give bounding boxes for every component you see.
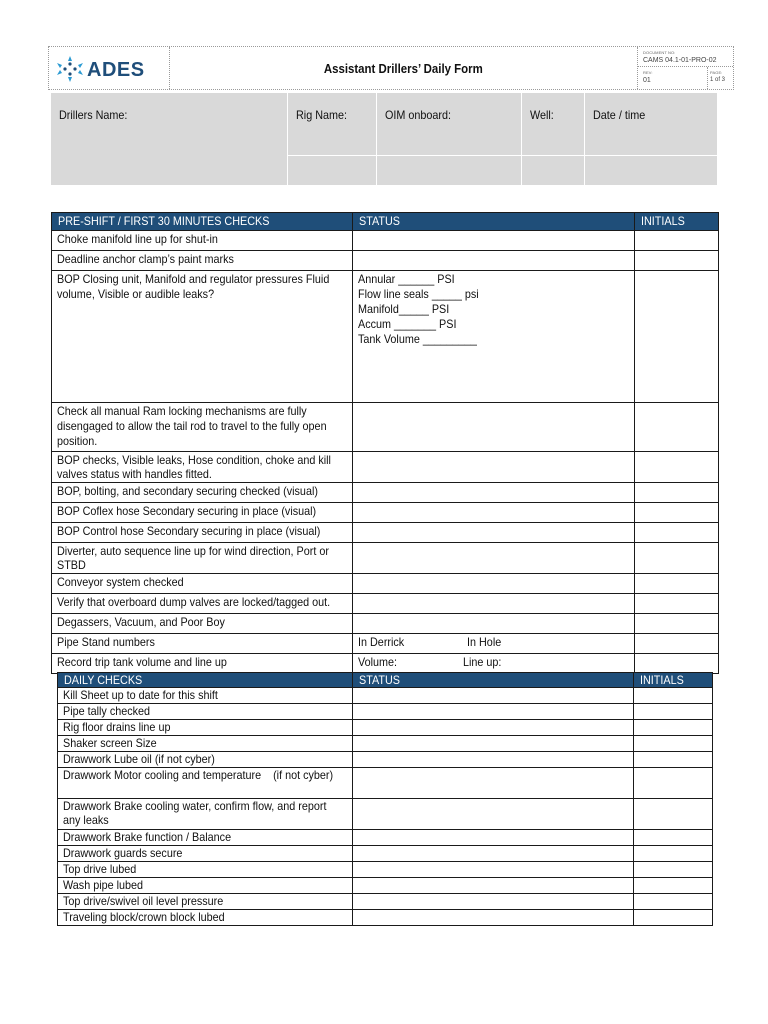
initials-cell[interactable] — [634, 736, 713, 752]
check-item: BOP Control hose Secondary securing in place (visual) — [52, 523, 353, 543]
initials-cell[interactable] — [634, 704, 713, 720]
table-row — [52, 231, 719, 251]
form-title: Assistant Drillers’ Daily Form — [324, 60, 483, 76]
check-item: Top drive/swivel oil level pressure — [58, 894, 353, 910]
ades-logo-icon — [55, 55, 85, 83]
revision-label: REV: — [643, 70, 653, 75]
check-item: Wash pipe lubed — [58, 878, 353, 894]
status-cell[interactable] — [353, 483, 635, 503]
table-row — [58, 862, 713, 878]
table-row — [58, 799, 713, 830]
status-cell[interactable] — [353, 862, 634, 878]
table-row — [58, 846, 713, 862]
status-cell[interactable] — [353, 736, 634, 752]
status-cell[interactable] — [353, 830, 634, 846]
rig-name-label: Rig Name: — [296, 108, 348, 122]
status-cell[interactable] — [353, 846, 634, 862]
check-item: Conveyor system checked — [52, 574, 353, 594]
status-cell[interactable] — [353, 878, 634, 894]
status-cell[interactable] — [353, 614, 635, 634]
table-row — [52, 574, 719, 594]
table-row — [52, 503, 719, 523]
initials-cell[interactable] — [634, 862, 713, 878]
check-item: Top drive lubed — [58, 862, 353, 878]
check-item: Drawwork Lube oil (if not cyber) — [58, 752, 353, 768]
check-item: Pipe tally checked — [58, 704, 353, 720]
check-item: Drawwork Brake cooling water, confirm flow, and report any leaks — [58, 799, 353, 830]
table-row — [58, 878, 713, 894]
check-item: Drawwork guards secure — [58, 846, 353, 862]
status-cell[interactable] — [353, 543, 635, 574]
page-number: 1 of 3 — [710, 77, 726, 83]
daily-col-initials: INITIALS — [634, 673, 713, 688]
initials-cell[interactable] — [635, 574, 719, 594]
check-item: Drawwork Motor cooling and temperature (if not cyber) — [58, 768, 353, 799]
flow-line-seals-line: Flow line seals _____ psi — [358, 287, 479, 301]
preshift-col-checks: PRE-SHIFT / FIRST 30 MINUTES CHECKS — [52, 213, 353, 231]
line-up-label: Line up: — [463, 655, 502, 669]
status-cell[interactable] — [353, 503, 635, 523]
manifold-pressure-line: Manifold_____ PSI — [358, 302, 450, 316]
status-cell[interactable] — [353, 523, 635, 543]
check-item: Drawwork Brake function / Balance — [58, 830, 353, 846]
table-row — [52, 523, 719, 543]
status-cell[interactable] — [353, 452, 635, 483]
table-row — [52, 251, 719, 271]
document-header — [48, 46, 734, 90]
trip-tank-status-cell[interactable] — [353, 654, 635, 674]
table-row — [58, 688, 713, 704]
table-row — [58, 768, 713, 799]
table-row — [52, 654, 719, 674]
preshift-checks-table — [51, 212, 719, 674]
logo-text: ADES — [87, 59, 145, 81]
initials-cell[interactable] — [635, 403, 719, 452]
daily-col-checks: DAILY CHECKS — [58, 673, 353, 688]
status-cell[interactable] — [353, 768, 634, 799]
check-item: BOP checks, Visible leaks, Hose condition, choke and kill valves status with handles fitted. — [52, 452, 353, 483]
check-item: Diverter, auto sequence line up for wind direction, Port or STBD — [52, 543, 353, 574]
check-item: Rig floor drains line up — [58, 720, 353, 736]
initials-cell[interactable] — [635, 614, 719, 634]
initials-cell[interactable] — [635, 634, 719, 654]
check-item: Kill Sheet up to date for this shift — [58, 688, 353, 704]
initials-cell[interactable] — [635, 452, 719, 483]
check-item: BOP Closing unit, Manifold and regulator pressures Fluid volume, Visible or audible leaks? — [52, 271, 353, 403]
initials-cell[interactable] — [634, 830, 713, 846]
initials-cell[interactable] — [635, 251, 719, 271]
page-cell — [708, 67, 733, 89]
initials-cell[interactable] — [634, 894, 713, 910]
tank-volume-line: Tank Volume _________ — [358, 332, 477, 346]
drillers-name-field[interactable] — [51, 93, 288, 185]
initials-cell[interactable] — [634, 720, 713, 736]
table-row — [58, 720, 713, 736]
revision: 01 — [643, 77, 651, 84]
check-item: BOP, bolting, and secondary securing checked (visual) — [52, 483, 353, 503]
status-cell[interactable] — [353, 231, 635, 251]
in-hole-label: In Hole — [467, 635, 502, 649]
preshift-col-status: STATUS — [353, 213, 635, 231]
check-item: BOP Coflex hose Secondary securing in place (visual) — [52, 503, 353, 523]
status-cell[interactable] — [353, 799, 634, 830]
table-row — [58, 704, 713, 720]
table-row — [52, 483, 719, 503]
initials-cell[interactable] — [634, 768, 713, 799]
check-item: Check all manual Ram locking mechanisms are fully disengaged to allow the tail rod to travel to the fully open position. — [52, 403, 353, 452]
status-cell[interactable] — [353, 251, 635, 271]
initials-cell[interactable] — [634, 752, 713, 768]
initials-cell[interactable] — [634, 910, 713, 926]
check-item: Shaker screen Size — [58, 736, 353, 752]
table-row — [52, 634, 719, 654]
accum-pressure-line: Accum _______ PSI — [358, 317, 457, 331]
document-meta — [638, 47, 733, 89]
preshift-col-initials: INITIALS — [635, 213, 719, 231]
initials-cell[interactable] — [634, 688, 713, 704]
status-cell[interactable] — [353, 704, 634, 720]
ades-logo — [55, 55, 165, 83]
date-time-label: Date / time — [593, 108, 646, 122]
well-label: Well: — [530, 108, 554, 122]
status-cell[interactable] — [353, 894, 634, 910]
initials-cell[interactable] — [635, 271, 719, 403]
bop-status-cell[interactable] — [353, 271, 635, 403]
status-cell[interactable] — [353, 574, 635, 594]
drillers-name-label: Drillers Name: — [59, 108, 128, 122]
check-item: Record trip tank volume and line up — [52, 654, 353, 674]
info-row-divider — [288, 155, 717, 185]
check-item: Deadline anchor clamp’s paint marks — [52, 251, 353, 271]
initials-cell[interactable] — [634, 846, 713, 862]
initials-cell[interactable] — [634, 878, 713, 894]
check-item: Verify that overboard dump valves are locked/tagged out. — [52, 594, 353, 614]
check-item: Pipe Stand numbers — [52, 634, 353, 654]
table-row — [52, 594, 719, 614]
initials-cell[interactable] — [635, 594, 719, 614]
doc-number-cell — [638, 47, 733, 67]
table-row — [58, 910, 713, 926]
status-cell[interactable] — [353, 752, 634, 768]
status-cell[interactable] — [353, 720, 634, 736]
initials-cell[interactable] — [634, 799, 713, 830]
info-grid — [51, 93, 717, 185]
pipe-stand-status-cell[interactable] — [353, 634, 635, 654]
table-row — [52, 543, 719, 574]
table-row — [58, 830, 713, 846]
daily-col-status: STATUS — [353, 673, 634, 688]
status-cell[interactable] — [353, 594, 635, 614]
status-cell[interactable] — [353, 403, 635, 452]
status-cell[interactable] — [353, 688, 634, 704]
table-row — [58, 894, 713, 910]
table-row — [52, 403, 719, 452]
table-row — [58, 736, 713, 752]
oim-onboard-label: OIM onboard: — [385, 108, 452, 122]
initials-cell[interactable] — [635, 231, 719, 251]
check-item: Degassers, Vacuum, and Poor Boy — [52, 614, 353, 634]
preshift-header-row — [52, 213, 719, 231]
initials-cell[interactable] — [635, 654, 719, 674]
doc-number: CAMS 04.1-01-PRO-02 — [643, 57, 717, 64]
initials-cell[interactable] — [635, 523, 719, 543]
initials-cell[interactable] — [635, 543, 719, 574]
status-cell[interactable] — [353, 910, 634, 926]
initials-cell[interactable] — [635, 503, 719, 523]
volume-label: Volume: — [358, 655, 398, 669]
doc-number-label: DOCUMENT NO: — [643, 50, 676, 55]
daily-header-row — [58, 673, 713, 688]
page-label: PAGE: — [710, 70, 723, 75]
in-derrick-label: In Derrick — [358, 635, 405, 649]
annular-pressure-line: Annular ______ PSI — [358, 272, 455, 286]
table-row — [52, 614, 719, 634]
logo-cell — [49, 47, 170, 89]
initials-cell[interactable] — [635, 483, 719, 503]
revision-cell — [638, 67, 708, 89]
table-row — [58, 752, 713, 768]
daily-checks-table — [57, 672, 713, 926]
table-row — [52, 271, 719, 403]
title-cell — [170, 47, 638, 89]
check-item: Choke manifold line up for shut-in — [52, 231, 353, 251]
check-item: Traveling block/crown block lubed — [58, 910, 353, 926]
table-row — [52, 452, 719, 483]
